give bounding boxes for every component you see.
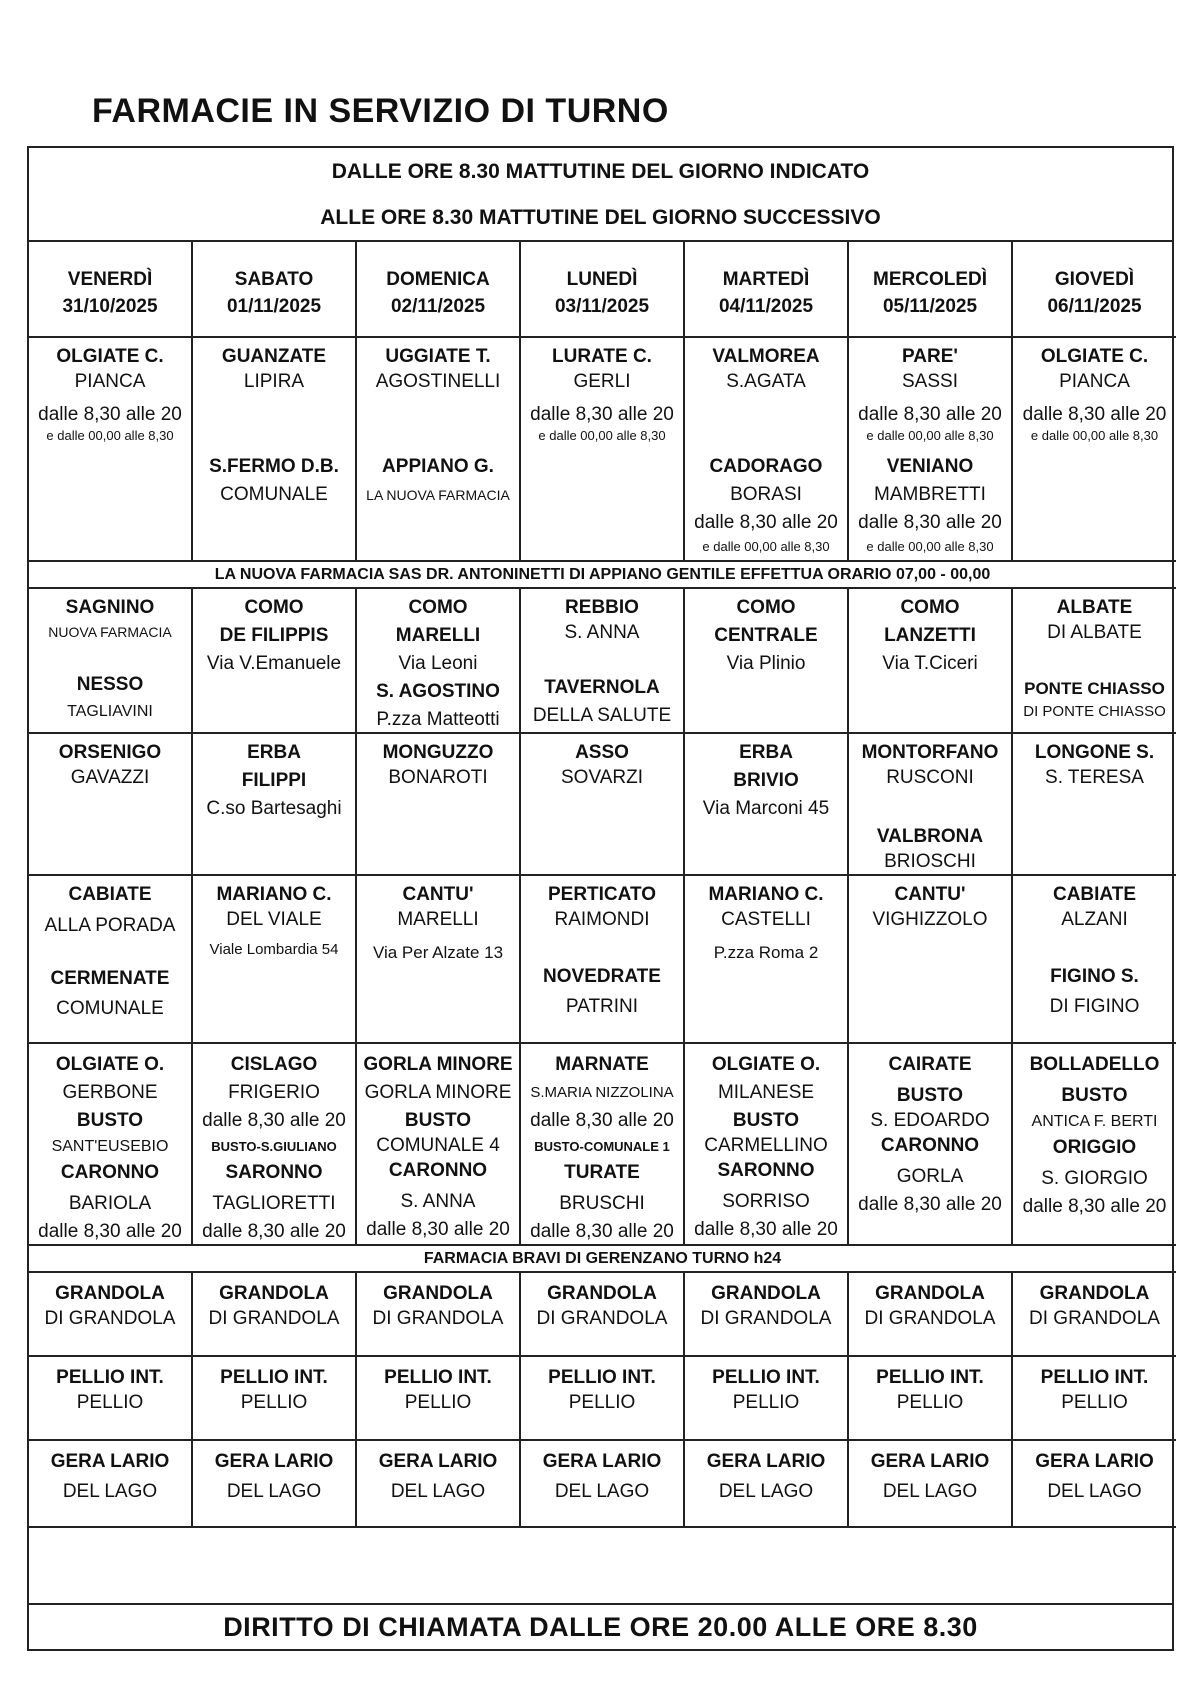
pharmacy-name-2: BUSTO-COMUNALE 1 (534, 1139, 670, 1154)
pharmacy-town: OLGIATE O. (55, 1054, 165, 1075)
pharmacy-name: MARELLI (395, 625, 481, 646)
header-line-2: ALLE ORE 8.30 MATTUTINE DEL GIORNO SUCCESSIVO (320, 206, 881, 229)
day-name: LUNEDÌ (566, 269, 638, 290)
note-row-appiano (29, 561, 1176, 588)
pharmacy-cell (356, 1043, 520, 1245)
pharmacy-town: GERA LARIO (542, 1451, 662, 1472)
hours-day: dalle 8,30 alle 20 (858, 404, 1002, 425)
day-date: 05/11/2025 (882, 296, 978, 317)
pharmacy-name-2: COMUNALE (220, 484, 328, 505)
pharmacy-name: PIANCA (74, 371, 146, 392)
pharmacy-cell (520, 1043, 684, 1245)
pharmacy-address-2: P.zza Matteotti (376, 709, 500, 730)
pharmacy-name: GORLA MINORE (364, 1082, 512, 1103)
pharmacy-town-2: PONTE CHIASSO (1024, 679, 1165, 698)
day-date: 03/11/2025 (554, 296, 650, 317)
pharmacy-name: MILANESE (717, 1082, 815, 1103)
pharmacy-town: COMO (736, 597, 796, 618)
turn-row-3 (29, 733, 1176, 875)
pharmacy-cell (356, 337, 520, 561)
pharmacy-town: GRANDOLA (55, 1283, 165, 1304)
pharmacy-town: OLGIATE C. (1040, 346, 1149, 367)
pharmacy-address: Via Leoni (398, 653, 478, 674)
pharmacy-address: C.so Bartesaghi (206, 798, 342, 819)
pharmacy-cell (520, 588, 684, 733)
pharmacy-cell (192, 337, 356, 561)
hours-day-2: dalle 8,30 alle 20 (858, 512, 1002, 533)
pharmacy-name: BRIVIO (733, 770, 799, 791)
turn-row-4 (29, 875, 1176, 1043)
pharmacy-cell (29, 1356, 192, 1440)
hours-day: dalle 8,30 alle 20 (202, 1110, 346, 1131)
pharmacy-cell (520, 337, 684, 561)
pharmacy-cell (684, 337, 848, 561)
pharmacy-town-2: CERMENATE (50, 968, 170, 989)
pharmacy-cell (848, 1440, 1012, 1527)
pharmacy-name: PELLIO (404, 1392, 472, 1413)
pharmacy-name: GAVAZZI (70, 767, 150, 788)
pharmacy-name-3: GORLA (896, 1166, 964, 1187)
pharmacy-name: DI GRANDOLA (536, 1308, 668, 1329)
pharmacy-cell (1012, 1356, 1176, 1440)
pharmacy-name: ALZANI (1061, 909, 1128, 930)
day-cell (192, 242, 356, 337)
pharmacy-town: CABIATE (1052, 884, 1137, 905)
pharmacy-cell (520, 733, 684, 875)
pharmacy-cell (848, 1272, 1012, 1356)
pharmacy-town: LONGONE S. (1034, 742, 1155, 763)
pharmacy-name: PELLIO (568, 1392, 636, 1413)
pharmacy-town-3: SARONNO (717, 1160, 815, 1181)
pharmacy-cell (356, 1272, 520, 1356)
day-cell (684, 242, 848, 337)
pharmacy-town-2: BUSTO (1061, 1085, 1128, 1106)
pharmacy-name: FRIGERIO (228, 1082, 320, 1103)
pharmacy-name: PIANCA (1059, 371, 1130, 392)
pharmacy-town-2: VALBRONA (876, 826, 984, 847)
pharmacy-town: GRANDOLA (711, 1283, 821, 1304)
pharmacy-name: DEL LAGO (554, 1481, 650, 1502)
pharmacy-name: DEL VIALE (226, 909, 322, 930)
pharmacy-town: PELLIO INT. (1040, 1367, 1149, 1388)
pharmacy-town: MONTORFANO (861, 742, 999, 763)
pharmacy-cell (1012, 1043, 1176, 1245)
pharmacy-cell (684, 588, 848, 733)
pharmacy-town-3: SARONNO (225, 1162, 323, 1183)
pharmacy-name: DI GRANDOLA (372, 1308, 504, 1329)
pharmacy-town: PELLIO INT. (876, 1367, 984, 1388)
pharmacy-name: CASTELLI (721, 909, 811, 930)
pharmacy-town: GERA LARIO (706, 1451, 826, 1472)
pharmacy-town: GERA LARIO (50, 1451, 170, 1472)
pharmacy-town: VALMOREA (712, 346, 820, 367)
turn-row-1 (29, 337, 1176, 561)
pharmacy-name-3: S. ANNA (400, 1191, 476, 1212)
pharmacy-name-2: PATRINI (565, 996, 639, 1017)
pharmacy-town: COMO (244, 597, 304, 618)
pharmacy-name: MARELLI (397, 909, 479, 930)
pharmacy-cell (356, 588, 520, 733)
pharmacy-town: COMO (900, 597, 960, 618)
turn-row-5 (29, 1043, 1176, 1245)
pharmacy-name-2: ANTICA F. BERTI (1031, 1113, 1158, 1130)
pharmacy-address: Via Per Alzate 13 (372, 943, 504, 962)
pharmacy-name: CENTRALE (714, 625, 818, 646)
pharmacy-town: PARE' (902, 346, 958, 367)
hours-day: dalle 8,30 alle 20 (366, 1219, 510, 1240)
pharmacy-cell (684, 1440, 848, 1527)
pharmacy-town-2: NESSO (76, 674, 144, 695)
pharmacy-town-3: ORIGGIO (1052, 1137, 1137, 1158)
pharmacy-town: PERTICATO (547, 884, 657, 905)
pharmacy-town-2: CADORAGO (709, 456, 823, 477)
pharmacy-name: S.AGATA (726, 371, 806, 392)
pharmacy-cell (1012, 337, 1176, 561)
pharmacy-town: REBBIO (565, 597, 639, 618)
pharmacy-name-3: TAGLIORETTI (212, 1193, 336, 1214)
pharmacy-town: CISLAGO (230, 1054, 318, 1075)
pharmacy-name: DI GRANDOLA (44, 1308, 176, 1329)
pharmacy-name: LANZETTI (884, 625, 976, 646)
pharmacy-name-2: SANT'EUSEBIO (51, 1138, 169, 1155)
day-name: MERCOLEDÌ (873, 269, 987, 290)
pharmacy-name: PELLIO (76, 1392, 144, 1413)
pharmacy-name-2: CARMELLINO (704, 1135, 828, 1156)
pharmacy-name-3: BRUSCHI (559, 1193, 645, 1214)
header-line-1: DALLE ORE 8.30 MATTUTINE DEL GIORNO INDICATO (331, 160, 870, 183)
pharmacy-cell (848, 875, 1012, 1043)
pharmacy-name: DI ALBATE (1047, 622, 1142, 643)
pharmacy-cell (29, 1272, 192, 1356)
hours-night: e dalle 00,00 alle 8,30 (866, 428, 994, 443)
pharmacy-cell (848, 588, 1012, 733)
day-name: VENERDÌ (67, 269, 153, 290)
hours-day: dalle 8,30 alle 20 (202, 1221, 346, 1242)
day-date: 04/11/2025 (718, 296, 814, 317)
pharmacy-cell (29, 733, 192, 875)
lake-row (29, 1272, 1176, 1356)
pharmacy-cell (1012, 588, 1176, 733)
pharmacy-name: NUOVA FARMACIA (48, 624, 172, 640)
pharmacy-name-2: DI FIGINO (1049, 996, 1140, 1017)
pharmacy-cell (29, 588, 192, 733)
pharmacy-cell (29, 337, 192, 561)
pharmacy-town-2: S. AGOSTINO (376, 681, 500, 702)
pharmacy-cell (192, 875, 356, 1043)
pharmacy-name-3: S. GIORGIO (1041, 1168, 1148, 1189)
day-cell (848, 242, 1012, 337)
pharmacy-name: ALLA PORADA (44, 915, 176, 936)
pharmacy-name: VIGHIZZOLO (872, 909, 988, 930)
pharmacy-town: CANTU' (402, 884, 474, 905)
pharmacy-address: P.zza Roma 2 (713, 943, 819, 962)
day-cell (520, 242, 684, 337)
day-cell (29, 242, 192, 337)
pharmacy-name-2: S. EDOARDO (870, 1110, 990, 1131)
pharmacy-town: MARIANO C. (216, 884, 332, 905)
pharmacy-town-2: BUSTO (76, 1110, 144, 1131)
pharmacy-cell (520, 875, 684, 1043)
hours-day: dalle 8,30 alle 20 (530, 404, 674, 425)
hours-night-2: e dalle 00,00 alle 8,30 (866, 539, 994, 554)
day-name: DOMENICA (386, 269, 490, 290)
pharmacy-town-2: FIGINO S. (1050, 966, 1139, 987)
pharmacy-name-3: SORRISO (722, 1191, 810, 1212)
pharmacy-name-2: MAMBRETTI (874, 484, 986, 505)
pharmacy-town: GRANDOLA (875, 1283, 985, 1304)
pharmacy-name: FILIPPI (241, 770, 307, 791)
pharmacy-town: GRANDOLA (1039, 1283, 1150, 1304)
pharmacy-town-2: TAVERNOLA (544, 677, 660, 698)
day-name: SABATO (234, 269, 314, 290)
hours-day: dalle 8,30 alle 20 (858, 1194, 1002, 1215)
pharmacy-address: Via V.Emanuele (206, 653, 342, 674)
schedule-table (29, 242, 1176, 1528)
hours-night: e dalle 00,00 alle 8,30 (538, 428, 666, 443)
schedule-sheet (27, 146, 1174, 1651)
pharmacy-name: SASSI (902, 371, 958, 392)
pharmacy-name-2: BUSTO-S.GIULIANO (211, 1139, 337, 1154)
note-row-gerenzano (29, 1245, 1176, 1272)
pharmacy-name: DEL LAGO (62, 1481, 158, 1502)
pharmacy-address: Via Marconi 45 (702, 798, 830, 819)
day-cell (1012, 242, 1176, 337)
pharmacy-name: S. TERESA (1045, 767, 1144, 788)
pharmacy-cell (684, 875, 848, 1043)
pharmacy-cell (356, 875, 520, 1043)
pharmacy-cell (192, 588, 356, 733)
pharmacy-town: ASSO (575, 742, 629, 763)
pharmacy-town-3: TURATE (564, 1162, 640, 1183)
pharmacy-cell (192, 1440, 356, 1527)
pharmacy-town: PELLIO INT. (220, 1367, 328, 1388)
pharmacy-cell (29, 1440, 192, 1527)
pharmacy-name-2: TAGLIAVINI (67, 703, 153, 720)
pharmacy-cell (848, 1356, 1012, 1440)
pharmacy-cell (684, 1272, 848, 1356)
day-date: 01/11/2025 (226, 296, 322, 317)
pharmacy-town: CANTU' (894, 884, 966, 905)
pharmacy-name: S. ANNA (564, 622, 640, 643)
pharmacy-cell (29, 1043, 192, 1245)
pharmacy-name: DEL LAGO (1047, 1481, 1142, 1502)
pharmacy-cell (520, 1356, 684, 1440)
pharmacy-cell (192, 1272, 356, 1356)
pharmacy-cell (192, 1356, 356, 1440)
pharmacy-cell (1012, 733, 1176, 875)
hours-day: dalle 8,30 alle 20 (38, 404, 182, 425)
pharmacy-name: DI GRANDOLA (1029, 1308, 1160, 1329)
service-hours-header (29, 148, 1172, 242)
pharmacy-town: CAIRATE (888, 1054, 972, 1075)
day-name: GIOVEDÌ (1054, 269, 1135, 290)
pharmacy-town: ALBATE (1056, 597, 1133, 618)
pharmacy-cell (192, 733, 356, 875)
pharmacy-town: GERA LARIO (870, 1451, 990, 1472)
pharmacy-name-2: COMUNALE 4 (376, 1135, 500, 1156)
pharmacy-town: ORSENIGO (58, 742, 162, 763)
gerenzano-note: FARMACIA BRAVI DI GERENZANO TURNO h24 (29, 1245, 1176, 1272)
pharmacy-town-2: BUSTO (732, 1110, 800, 1131)
pharmacy-town: GERA LARIO (214, 1451, 334, 1472)
pharmacy-cell (1012, 1440, 1176, 1527)
pharmacy-cell (192, 1043, 356, 1245)
pharmacy-town: GERA LARIO (378, 1451, 498, 1472)
pharmacy-cell (1012, 1272, 1176, 1356)
pharmacy-name: DEL LAGO (882, 1481, 978, 1502)
hours-day: dalle 8,30 alle 20 (694, 1219, 838, 1240)
pharmacy-name-2: BRIOSCHI (884, 851, 976, 872)
pharmacy-town: BOLLADELLO (1029, 1054, 1160, 1075)
pharmacy-name: DEL LAGO (718, 1481, 814, 1502)
hours-day-2: dalle 8,30 alle 20 (694, 512, 838, 533)
day-date: 31/10/2025 (62, 296, 158, 317)
pharmacy-town: SAGNINO (65, 597, 155, 618)
pharmacy-name: DEL LAGO (390, 1481, 486, 1502)
lake-row (29, 1356, 1176, 1440)
pharmacy-name: PELLIO (240, 1392, 308, 1413)
pharmacy-town: PELLIO INT. (548, 1367, 656, 1388)
pharmacy-town: ERBA (247, 742, 301, 763)
pharmacy-town-2: APPIANO G. (382, 456, 494, 477)
pharmacy-cell (356, 733, 520, 875)
pharmacy-town: COMO (408, 597, 468, 618)
pharmacy-cell (520, 1440, 684, 1527)
pharmacy-cell (356, 1356, 520, 1440)
pharmacy-name: S.MARIA NIZZOLINA (530, 1084, 674, 1101)
pharmacy-town: GRANDOLA (383, 1283, 493, 1304)
pharmacy-address: Via Plinio (726, 653, 806, 674)
pharmacy-name: LIPIRA (243, 371, 305, 392)
pharmacy-town: PELLIO INT. (56, 1367, 164, 1388)
day-name: MARTEDÌ (722, 269, 810, 290)
pharmacy-name: PELLIO (896, 1392, 964, 1413)
pharmacy-town-2: NOVEDRATE (543, 966, 661, 987)
pharmacy-town: MARIANO C. (708, 884, 824, 905)
pharmacy-name: BONAROTI (388, 767, 488, 788)
pharmacy-name-2: DELLA SALUTE (532, 705, 672, 726)
hours-night: e dalle 00,00 alle 8,30 (46, 428, 174, 443)
pharmacy-cell (520, 1272, 684, 1356)
pharmacy-name-2: COMUNALE (56, 998, 164, 1019)
pharmacy-town: GRANDOLA (547, 1283, 657, 1304)
pharmacy-name: SOVARZI (561, 767, 643, 788)
pharmacy-name: AGOSTINELLI (375, 371, 501, 392)
day-cell (356, 242, 520, 337)
pharmacy-town: OLGIATE O. (711, 1054, 821, 1075)
pharmacy-cell (848, 733, 1012, 875)
pharmacy-town: MARNATE (555, 1054, 649, 1075)
hours-day: dalle 8,30 alle 20 (38, 1221, 182, 1242)
pharmacy-name-2: BORASI (730, 484, 802, 505)
hours-day: dalle 8,30 alle 20 (1022, 404, 1167, 425)
pharmacy-town: GERA LARIO (1035, 1451, 1154, 1472)
pharmacy-name-2: DI PONTE CHIASSO (1023, 703, 1166, 720)
pharmacy-town-2: S.FERMO D.B. (209, 456, 339, 477)
pharmacy-address: Viale Lombardia 54 (209, 941, 339, 958)
pharmacy-town: PELLIO INT. (712, 1367, 820, 1388)
pharmacy-cell (684, 733, 848, 875)
day-date: 06/11/2025 (1047, 296, 1142, 317)
lake-row (29, 1440, 1176, 1527)
pharmacy-name: DE FILIPPIS (219, 625, 329, 646)
pharmacy-name: RAIMONDI (554, 909, 650, 930)
pharmacy-name: DI GRANDOLA (700, 1308, 832, 1329)
pharmacy-name-2: LA NUOVA FARMACIA (366, 487, 510, 503)
pharmacy-town: OLGIATE C. (56, 346, 164, 367)
pharmacy-town-2: VENIANO (886, 456, 974, 477)
pharmacy-town: ERBA (739, 742, 793, 763)
pharmacy-name-3: BARIOLA (68, 1193, 152, 1214)
hours-night: e dalle 00,00 alle 8,30 (1030, 428, 1159, 443)
pharmacy-town-2: BUSTO (896, 1085, 964, 1106)
day-date: 02/11/2025 (390, 296, 486, 317)
pharmacy-town: UGGIATE T. (385, 346, 491, 367)
pharmacy-address: Via T.Ciceri (882, 653, 978, 674)
pharmacy-town-3: CARONNO (388, 1160, 488, 1181)
pharmacy-name: DI GRANDOLA (208, 1308, 340, 1329)
pharmacy-name: PELLIO (732, 1392, 800, 1413)
pharmacy-town-3: CARONNO (60, 1162, 160, 1183)
pharmacy-name: GERBONE (62, 1082, 158, 1103)
hours-night-2: e dalle 00,00 alle 8,30 (702, 539, 830, 554)
turn-row-2 (29, 588, 1176, 733)
hours-day: dalle 8,30 alle 20 (530, 1221, 674, 1242)
call-fee-footer: DIRITTO DI CHIAMATA DALLE ORE 20.00 ALLE ORE 8.30 (29, 1603, 1172, 1649)
pharmacy-cell (1012, 875, 1176, 1043)
pharmacy-cell (356, 1440, 520, 1527)
pharmacy-name: RUSCONI (886, 767, 974, 788)
day-header-row (29, 242, 1176, 337)
pharmacy-name: GERLI (573, 371, 631, 392)
hours-day: dalle 8,30 alle 20 (1022, 1196, 1167, 1217)
pharmacy-name: DI GRANDOLA (864, 1308, 996, 1329)
pharmacy-cell (29, 875, 192, 1043)
pharmacy-town: GRANDOLA (219, 1283, 329, 1304)
pharmacy-town: CABIATE (68, 884, 152, 905)
pharmacy-name: PELLIO (1061, 1392, 1128, 1413)
pharmacy-town: PELLIO INT. (384, 1367, 492, 1388)
pharmacy-cell (684, 1356, 848, 1440)
pharmacy-town: GUANZATE (221, 346, 327, 367)
pharmacy-cell (684, 1043, 848, 1245)
pharmacy-cell (848, 1043, 1012, 1245)
pharmacy-cell (848, 337, 1012, 561)
pharmacy-town-3: CARONNO (880, 1135, 980, 1156)
pharmacy-name: DEL LAGO (226, 1481, 322, 1502)
page-title: FARMACIE IN SERVIZIO DI TURNO (92, 92, 669, 130)
pharmacy-town: MONGUZZO (382, 742, 494, 763)
hours-day: dalle 8,30 alle 20 (530, 1110, 674, 1131)
pharmacy-town-2: BUSTO (404, 1110, 472, 1131)
pharmacy-town: GORLA MINORE (363, 1054, 513, 1075)
appiano-note: LA NUOVA FARMACIA SAS DR. ANTONINETTI DI APPIANO GENTILE EFFETTUA ORARIO 07,00 - 00,00 (29, 561, 1176, 588)
pharmacy-town: LURATE C. (552, 346, 652, 367)
